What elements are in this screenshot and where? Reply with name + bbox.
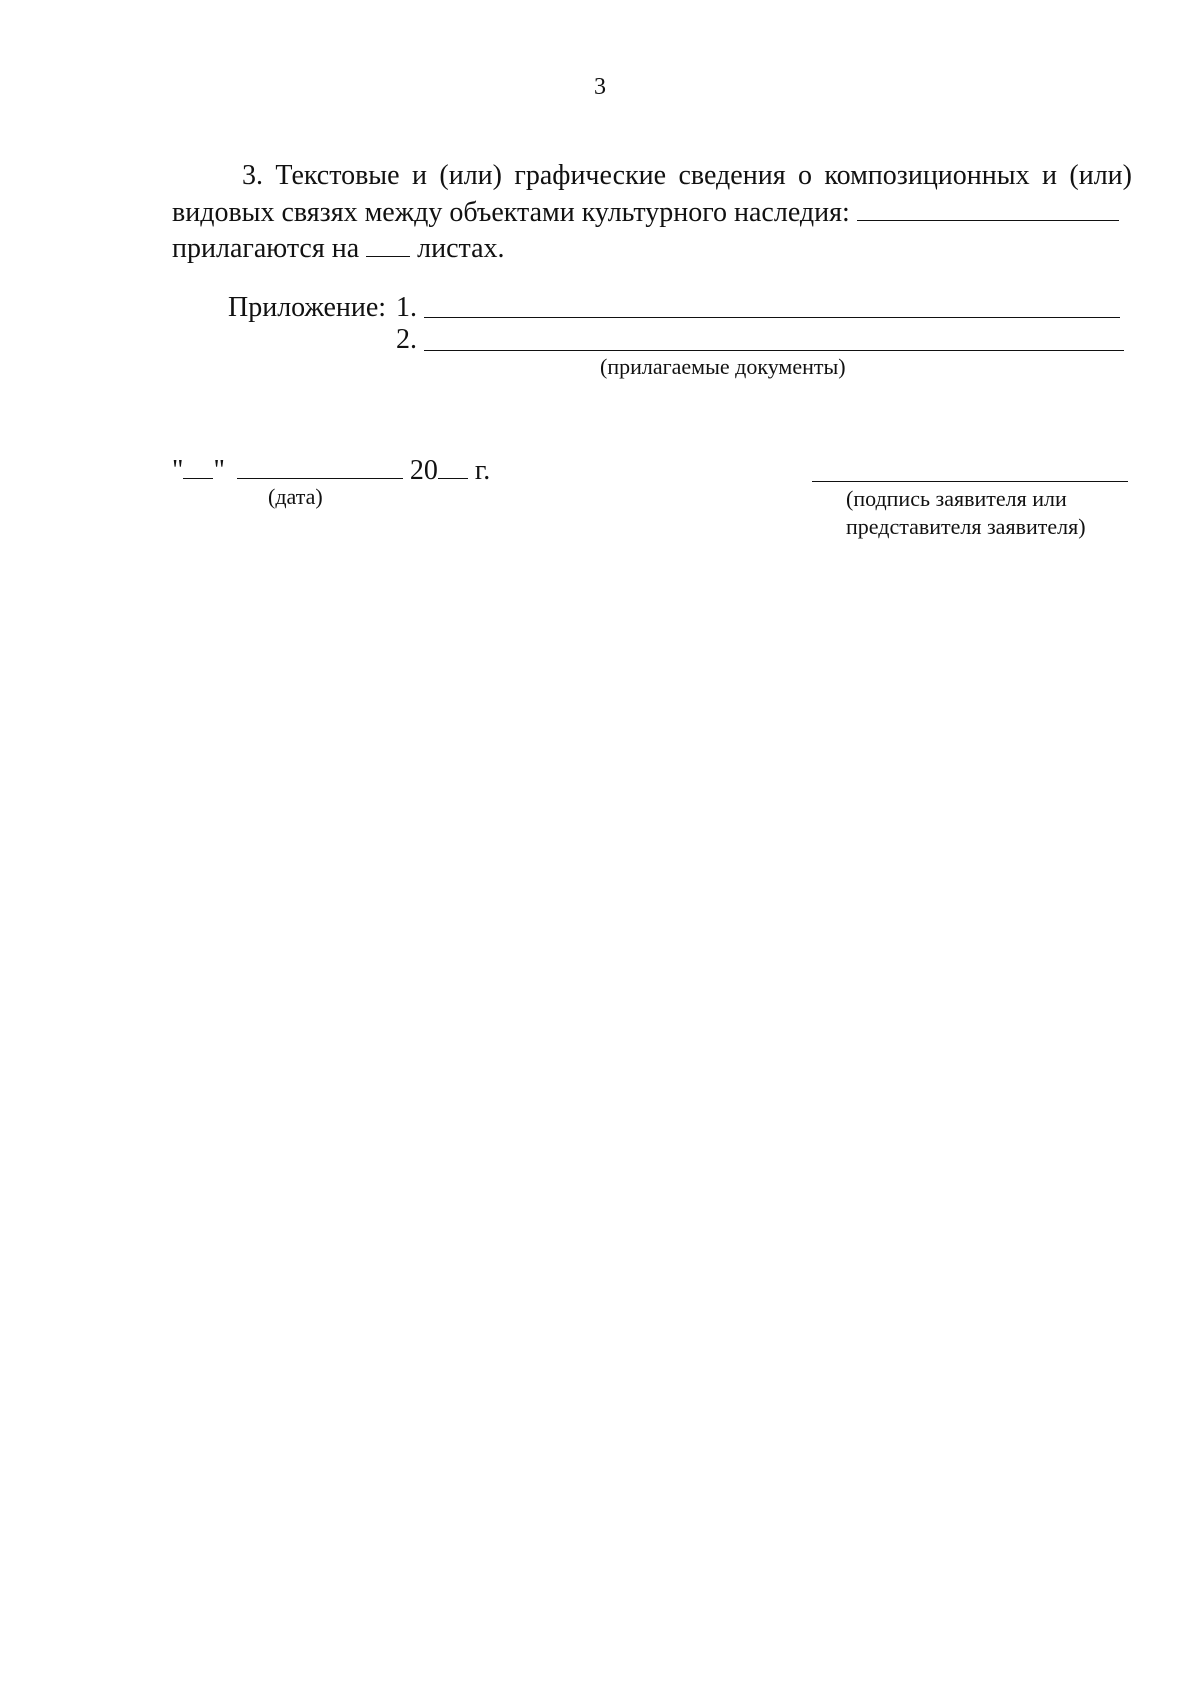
date-year-suffix: г.: [474, 455, 491, 486]
annex-caption: (прилагаемые документы): [600, 354, 846, 379]
section-3-line-2: [172, 194, 1132, 231]
section-3-text-2: видовых связях между объектами культурного наследия:: [172, 197, 850, 228]
date-day-blank: [183, 452, 213, 479]
signature-caption-line-2: представителя заявителя): [846, 514, 1086, 539]
section-3-line-3: [172, 230, 1132, 267]
annex-label: Приложение:: [228, 292, 387, 323]
composition-links-blank: [857, 194, 1119, 221]
section-3-text-1: 3. Текстовые и (или) графические сведения о композиционных и (или): [242, 160, 1132, 191]
signature-caption-line-1: (подпись заявителя или: [846, 486, 1067, 511]
section-3-text-3: прилагаются на: [172, 233, 360, 264]
date-month-blank: [237, 452, 403, 479]
date-caption: (дата): [268, 484, 323, 509]
date-close-quote: ": [213, 455, 225, 486]
date-row: [172, 452, 490, 489]
sheets-count-blank: [366, 230, 410, 257]
date-open-quote: ": [172, 455, 184, 486]
signature-blank: [812, 481, 1128, 482]
page-number: 3: [594, 74, 606, 100]
date-year-blank: [438, 452, 468, 479]
annex-item-2-blank: [424, 350, 1124, 351]
section-3-text-3-suffix: листах.: [417, 233, 505, 264]
annex-item-1-number: 1.: [396, 292, 417, 323]
signature-caption: [846, 485, 1086, 541]
date-century: 20: [409, 455, 438, 486]
annex-item-1-blank: [424, 317, 1120, 318]
section-3-line-1: [172, 158, 1132, 194]
annex-item-2-number: 2.: [396, 324, 417, 355]
